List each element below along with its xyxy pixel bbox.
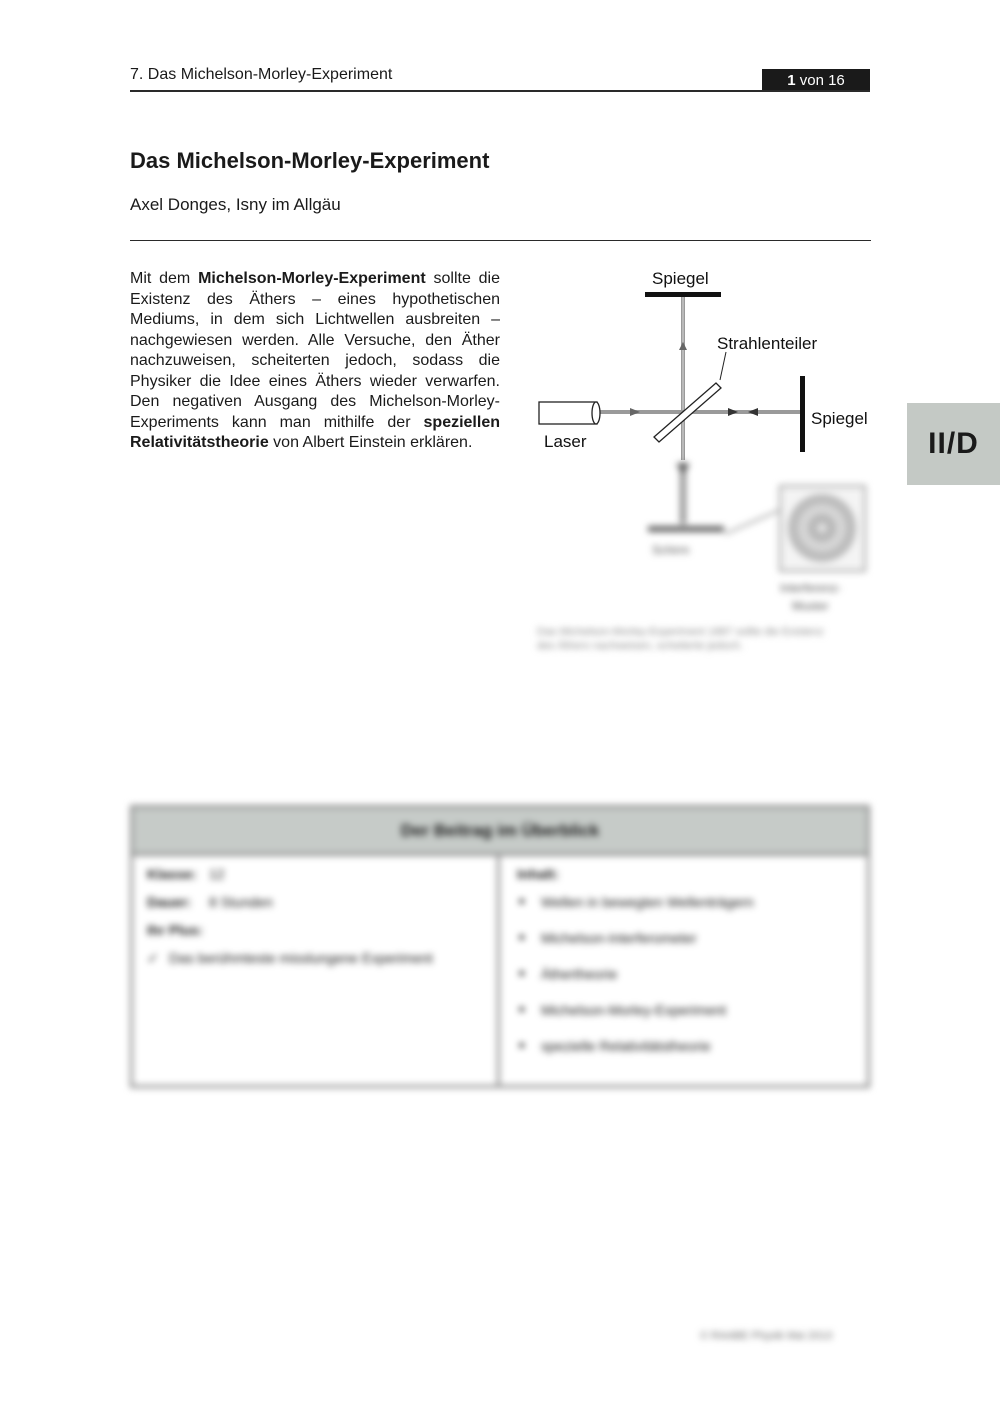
right-mirror <box>800 376 805 452</box>
inhalt-item: ■ Michelson-Morley-Experiment <box>517 1002 853 1018</box>
inhalt-item: ■ Äthertheorie <box>517 966 853 982</box>
page-number: 1 <box>787 72 796 89</box>
page-counter <box>762 69 870 92</box>
arrow-left <box>748 408 758 416</box>
dauer-value: 8 Stunden <box>209 894 273 910</box>
intro-text-3: von Albert Einstein erklären. <box>268 434 473 451</box>
laser <box>539 402 597 424</box>
dauer-label: Dauer: <box>147 894 192 910</box>
dauer-row <box>147 894 483 910</box>
overview-right-column <box>503 856 867 1085</box>
klasse-label: Klasse: <box>147 866 197 882</box>
overview-box <box>130 805 870 1088</box>
label-beam-splitter: Strahlenteiler <box>717 334 818 353</box>
inhalt-item: ■ Michelson-Interferometer <box>517 930 853 946</box>
inhalt-label: Inhalt: <box>517 866 559 882</box>
inhalt-row <box>517 866 853 882</box>
figure-caption: Das Michelson-Morley-Experiment 1887 sollte die Existenz des Äthers nachweisen, scheiterte jedoch. <box>537 626 824 652</box>
inhalt-item: ■ Wellen in bewegten Wellenträgern <box>517 894 853 910</box>
interferometer-diagram <box>530 262 880 622</box>
splitter-leader <box>720 352 726 380</box>
overview-left-column <box>133 856 500 1085</box>
inhalt-list <box>517 894 853 1054</box>
pattern-leader <box>725 510 780 534</box>
plus-item: ✓ Das berühmteste misslungene Experiment <box>147 950 483 966</box>
label-top-mirror: Spiegel <box>652 269 709 288</box>
intro-text-2: sollte die Existenz des Äthers – eines hypothetischen Mediums, in dem sich Lichtwellen ausbreiten – nachgewiesen werden. Alle Versuche, den Äther nachzuweisen, scheiterten jedoch, sodass die Physiker die Idee eines Äthers wieder verwarfen. Den negativen Ausgang des Michelson-Morley-Experiments kann man mithilfe der <box>130 270 501 431</box>
section-tab: II/D <box>907 403 1000 485</box>
diagram-blurred-part <box>648 462 865 613</box>
screen <box>648 526 724 532</box>
arrow-right-2 <box>728 408 738 416</box>
label-pattern-2: Muster <box>792 599 829 613</box>
title-rule <box>130 240 871 241</box>
laser-aperture <box>592 402 600 424</box>
inhalt-item: ■ spezielle Relativitätstheorie <box>517 1038 853 1054</box>
klasse-value: 12 <box>209 866 225 882</box>
plus-row <box>147 922 483 938</box>
pattern-center <box>817 523 827 533</box>
article-title: Das Michelson-Morley-Experiment <box>130 148 490 173</box>
klasse-row <box>147 866 483 882</box>
label-right-mirror: Spiegel <box>811 409 868 428</box>
label-pattern-1: Interferenz- <box>780 581 842 595</box>
overview-heading: Der Beitrag im Überblick <box>133 808 867 856</box>
intro-paragraph <box>130 269 500 454</box>
intro-bold-2: speziellen Relativitätstheorie <box>130 413 500 451</box>
intro-text-1: Mit dem <box>130 270 199 287</box>
header-rule <box>130 90 870 92</box>
arrow-up <box>679 342 687 350</box>
page-footer: © RAABE Physik Mai 2013 <box>700 1330 833 1342</box>
arrow-down <box>676 464 690 474</box>
label-screen: Schirm <box>652 543 690 557</box>
page-total: von 16 <box>799 72 845 89</box>
running-title: 7. Das Michelson-Morley-Experiment <box>130 66 393 83</box>
arrow-right-1 <box>630 408 640 416</box>
intro-bold-1: Michelson-Morley-Experiment <box>198 270 426 287</box>
label-laser: Laser <box>544 432 587 451</box>
article-author: Axel Donges, Isny im Allgäu <box>130 195 341 214</box>
plus-label: Ihr Plus: <box>147 922 204 938</box>
top-mirror <box>645 292 721 297</box>
